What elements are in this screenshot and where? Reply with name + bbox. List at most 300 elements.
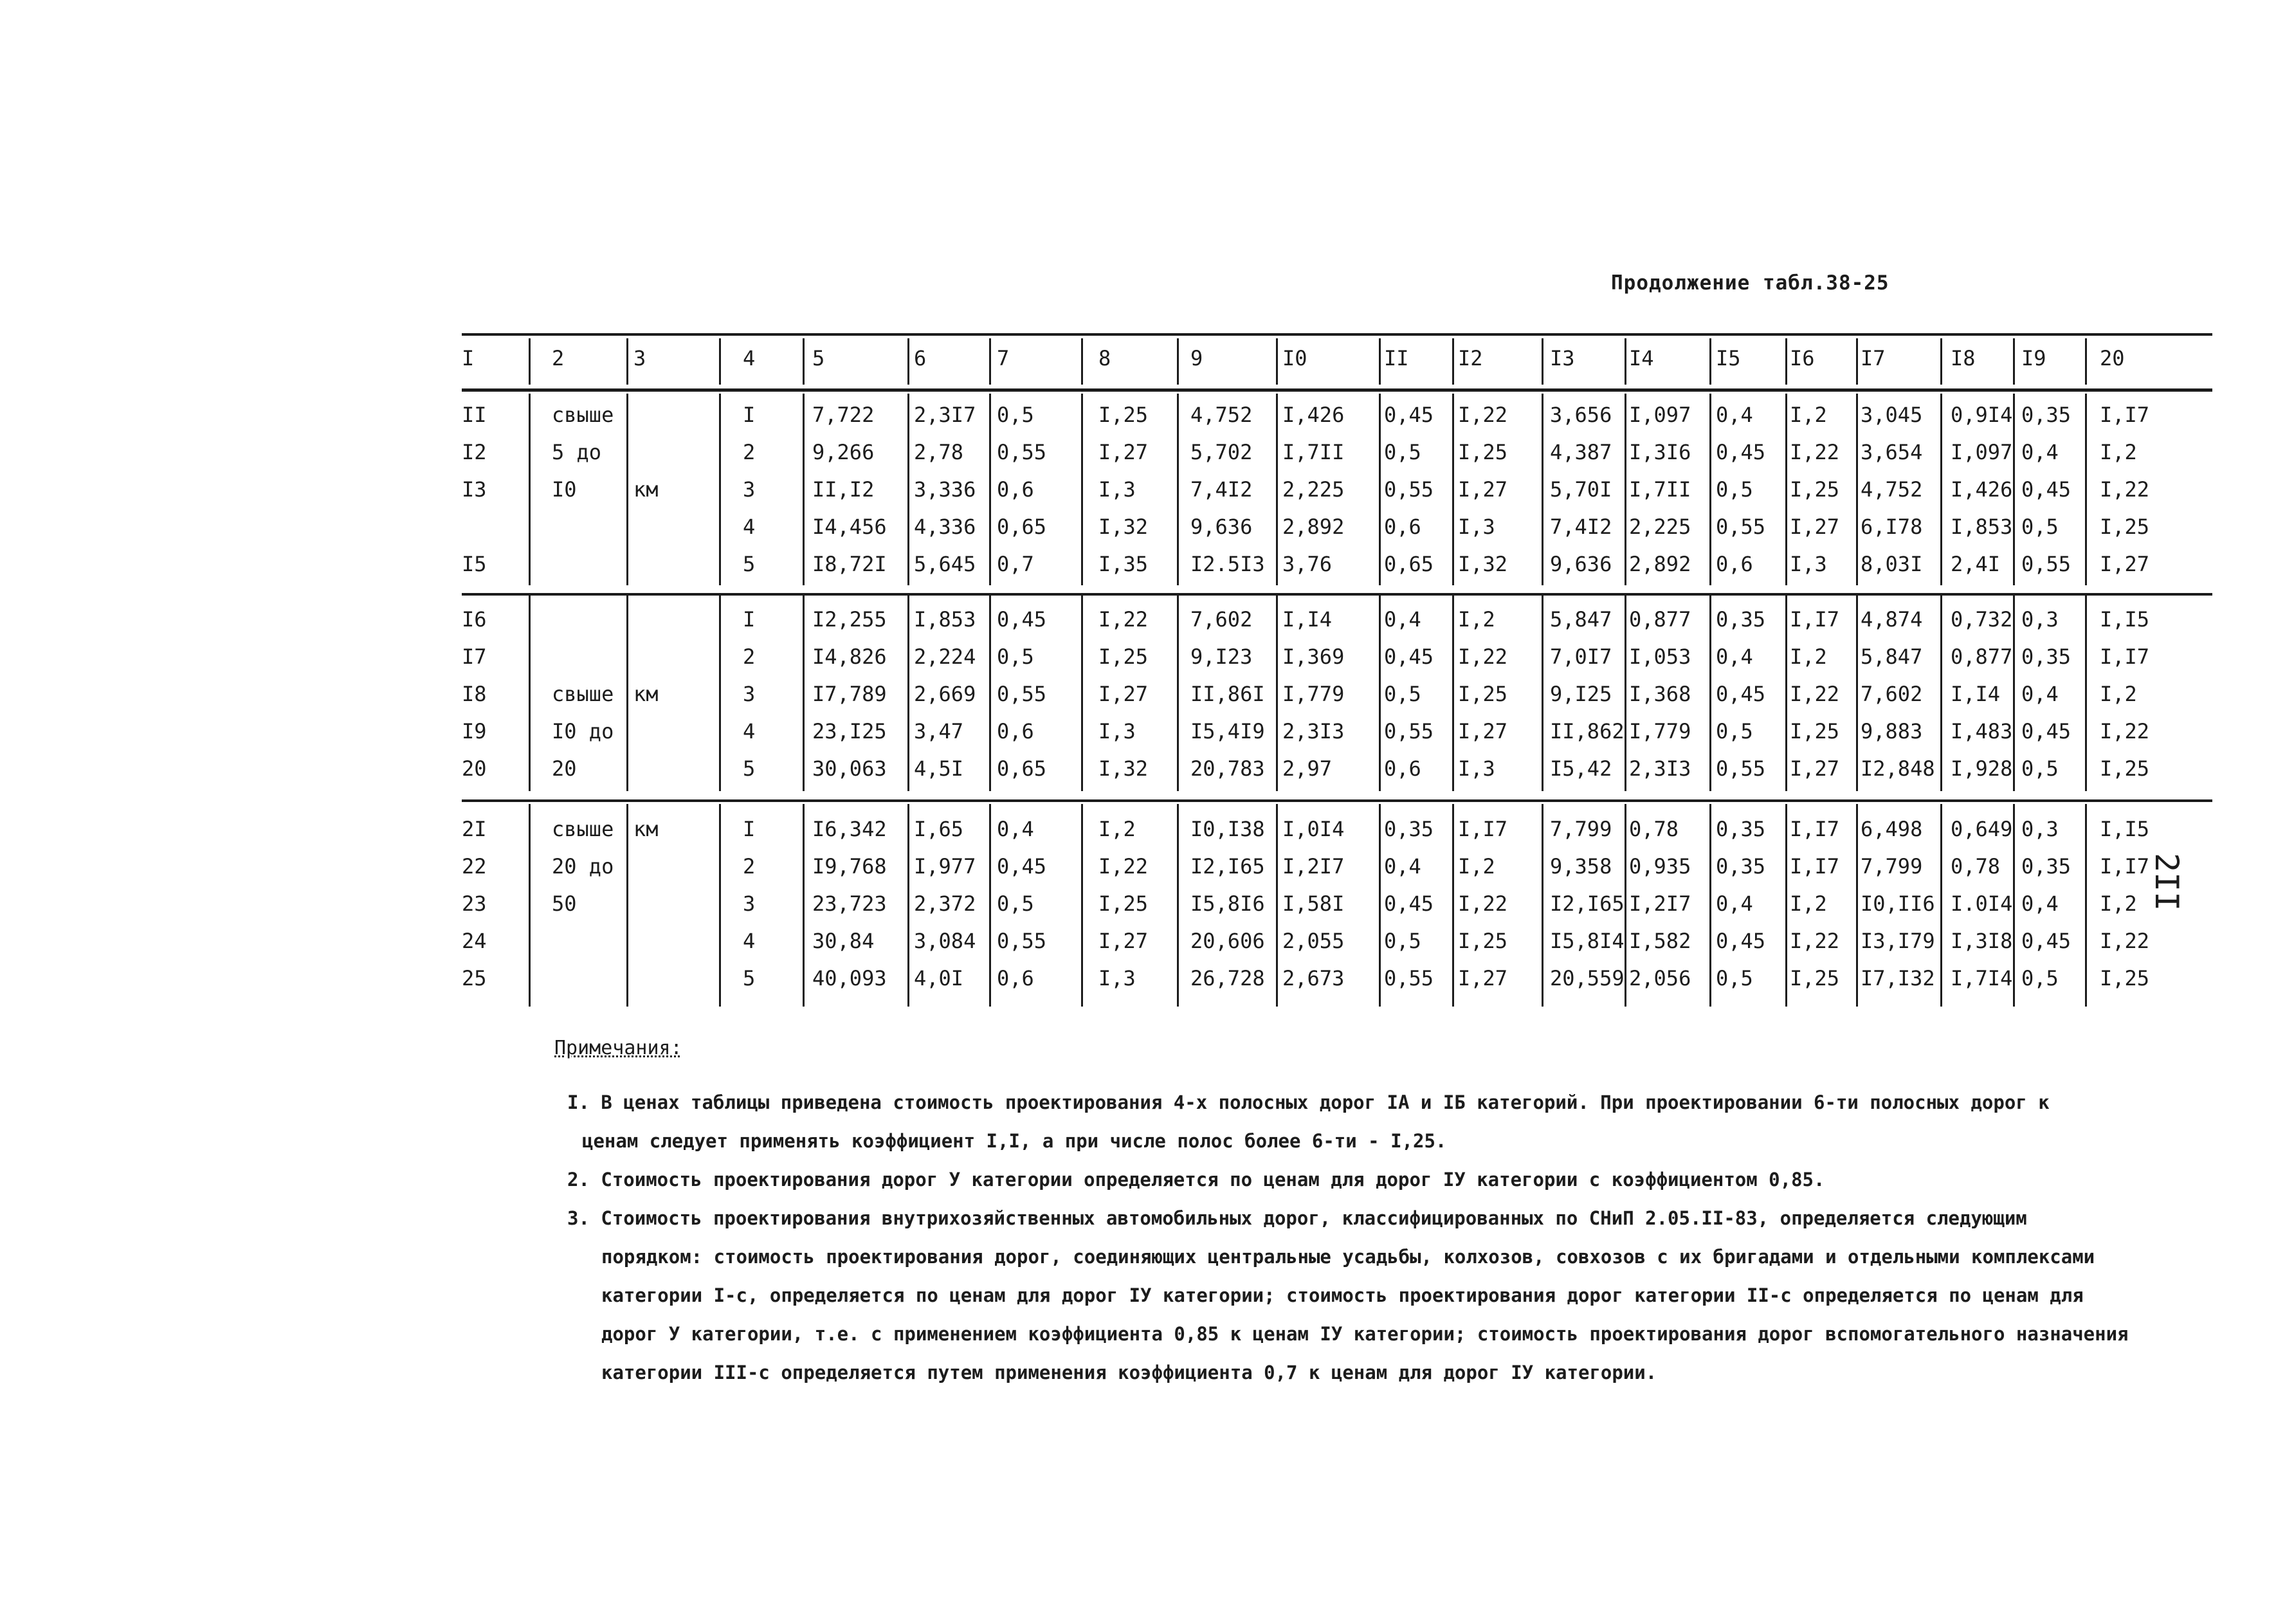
column-separator <box>1081 804 1083 1007</box>
table-cell: 9,636 <box>1190 515 1253 539</box>
table-cell: 7,602 <box>1190 607 1253 632</box>
table-cell: 0,35 <box>2021 854 2071 879</box>
column-header: 9 <box>1190 346 1203 370</box>
table-cell: 22 <box>462 854 487 879</box>
column-separator <box>626 804 628 1007</box>
column-separator <box>1452 338 1454 385</box>
table-cell: 0,45 <box>1716 440 1766 464</box>
column-separator <box>1379 338 1381 385</box>
table-cell: 0,6 <box>997 966 1034 990</box>
column-separator <box>1452 804 1454 1007</box>
table-cell: I,7II <box>1282 440 1345 464</box>
table-cell: 5 <box>743 756 756 781</box>
table-cell: 0,3 <box>2021 817 2059 841</box>
column-separator <box>1625 394 1626 585</box>
column-separator <box>626 338 628 385</box>
table-cell: 0,4 <box>2021 891 2059 916</box>
table-cell: 7,602 <box>1861 682 1923 706</box>
table-cell: 30,063 <box>812 756 887 781</box>
table-cell: I,2I7 <box>1629 891 1691 916</box>
table-cell: 26,728 <box>1190 966 1265 990</box>
table-cell: 7,4I2 <box>1190 477 1253 502</box>
column-separator <box>529 394 531 585</box>
column-separator <box>2085 338 2087 385</box>
table-cell: I9,768 <box>812 854 887 879</box>
table-cell: I,27 <box>1458 477 1508 502</box>
note-line: 3. Стоимость проектирования внутрихозяйственных автомобильных дорог, классифицированных по СНиП 2.05.II-83, определяется следующим <box>567 1207 2027 1229</box>
table-cell: I,I7 <box>1790 607 1840 632</box>
table-cell: 2,055 <box>1282 929 1345 953</box>
column-separator <box>1856 804 1858 1007</box>
column-separator <box>529 804 531 1007</box>
table-cell: 0,45 <box>1384 891 1434 916</box>
table-cell: I0 <box>552 477 577 502</box>
table-cell: I0,I38 <box>1190 817 1265 841</box>
table-cell: I,853 <box>914 607 976 632</box>
table-cell: 0,4 <box>2021 682 2059 706</box>
column-separator <box>719 804 721 1007</box>
table-cell: 0,35 <box>1384 817 1434 841</box>
table-cell: I,2 <box>1458 607 1495 632</box>
column-header: I2 <box>1458 346 1483 370</box>
group-divider-rule <box>462 799 2212 802</box>
table-cell: I6,342 <box>812 817 887 841</box>
table-cell: I,977 <box>914 854 976 879</box>
table-cell: I4,456 <box>812 515 887 539</box>
table-cell: 2,892 <box>1282 515 1345 539</box>
table-cell: 0,4 <box>1716 644 1753 669</box>
group-divider-rule <box>462 593 2212 596</box>
column-separator <box>1625 804 1626 1007</box>
column-separator <box>1276 338 1278 385</box>
column-separator <box>1081 596 1083 791</box>
table-cell: 2,892 <box>1629 552 1691 576</box>
table-cell: I,35 <box>1098 552 1149 576</box>
table-cell: 3,336 <box>914 477 976 502</box>
table-cell: I,27 <box>1790 515 1840 539</box>
column-separator <box>529 338 531 385</box>
table-cell: 9,I23 <box>1190 644 1253 669</box>
table-cell: км <box>633 682 659 706</box>
table-cell: I,22 <box>1458 891 1508 916</box>
column-separator <box>803 596 805 791</box>
table-cell: I5,42 <box>1550 756 1612 781</box>
table-cell: II,86I <box>1190 682 1265 706</box>
table-cell: I,25 <box>1098 891 1149 916</box>
table-cell: 0,35 <box>2021 403 2071 427</box>
column-separator <box>2013 394 2015 585</box>
table-cell: I3 <box>462 477 487 502</box>
table-cell: I,27 <box>1098 929 1149 953</box>
table-cell: 2,97 <box>1282 756 1333 781</box>
table-cell: 0,5 <box>1384 440 1421 464</box>
table-cell: км <box>633 817 659 841</box>
table-cell: 7,0I7 <box>1550 644 1612 669</box>
table-cell: I,I7 <box>2100 403 2150 427</box>
table-cell: 20,606 <box>1190 929 1265 953</box>
table-cell: I,25 <box>1098 403 1149 427</box>
table-cell: I,I7 <box>2100 854 2150 879</box>
column-separator <box>1785 596 1787 791</box>
table-cell: 0,78 <box>1951 854 2001 879</box>
table-cell: 5,645 <box>914 552 976 576</box>
table-cell: I,22 <box>1790 929 1840 953</box>
table-cell: I,779 <box>1282 682 1345 706</box>
table-cell: 0,6 <box>1384 756 1421 781</box>
column-header: I0 <box>1282 346 1307 370</box>
table-cell: I,2I7 <box>1282 854 1345 879</box>
table-cell: I7,I32 <box>1861 966 1935 990</box>
column-header: I6 <box>1790 346 1815 370</box>
table-cell: 0,4 <box>1716 891 1753 916</box>
column-separator <box>1177 338 1179 385</box>
table-cell: 0,5 <box>1716 966 1753 990</box>
table-cell: I,22 <box>1458 403 1508 427</box>
table-cell: I.0I4 <box>1951 891 2013 916</box>
table-cell: 0,877 <box>1951 644 2013 669</box>
table-cell: 23,I25 <box>812 719 887 744</box>
table-cell: 3,656 <box>1550 403 1612 427</box>
table-cell: 0,4 <box>2021 440 2059 464</box>
column-header: 3 <box>633 346 646 370</box>
table-cell: 0,935 <box>1629 854 1691 879</box>
table-cell: 0,65 <box>997 515 1047 539</box>
column-separator <box>803 338 805 385</box>
table-cell: 0,732 <box>1951 607 2013 632</box>
column-header: I8 <box>1951 346 1976 370</box>
table-cell: 5,847 <box>1550 607 1612 632</box>
table-cell: 2 <box>743 854 756 879</box>
table-cell: I,25 <box>1458 929 1508 953</box>
table-cell: I,22 <box>2100 477 2150 502</box>
column-separator <box>1709 338 1711 385</box>
table-cell: I,426 <box>1282 403 1345 427</box>
table-cell: 9,636 <box>1550 552 1612 576</box>
table-cell: 30,84 <box>812 929 875 953</box>
column-separator <box>1785 338 1787 385</box>
table-cell: свыше <box>552 817 614 841</box>
note-line: категории I-с, определяется по ценам для дорог IУ категории; стоимость проектирования дорог категории II-с определяется по ценам для <box>601 1284 2084 1306</box>
table-cell: 2,669 <box>914 682 976 706</box>
table-cell: I2,848 <box>1861 756 1935 781</box>
column-header: I <box>462 346 475 370</box>
table-cell: 4,874 <box>1861 607 1923 632</box>
table-cell: 3 <box>743 477 756 502</box>
table-cell: I,2 <box>2100 440 2137 464</box>
column-separator <box>1785 394 1787 585</box>
table-cell: 0,877 <box>1629 607 1691 632</box>
table-cell: 0,55 <box>997 440 1047 464</box>
column-separator <box>1177 596 1179 791</box>
table-cell: I4,826 <box>812 644 887 669</box>
table-cell: I,25 <box>2100 515 2150 539</box>
table-cell: I,27 <box>1098 440 1149 464</box>
column-separator <box>2013 596 2015 791</box>
column-separator <box>1856 394 1858 585</box>
table-cell: I,I7 <box>1790 854 1840 879</box>
table-cell: 0,55 <box>1384 477 1434 502</box>
table-cell: 4 <box>743 515 756 539</box>
table-cell: I <box>743 403 756 427</box>
table-cell: 20 до <box>552 854 614 879</box>
table-cell: 0,5 <box>2021 756 2059 781</box>
table-cell: 5,702 <box>1190 440 1253 464</box>
table-cell: I,779 <box>1629 719 1691 744</box>
table-cell: I,3 <box>1790 552 1827 576</box>
column-header: I9 <box>2021 346 2046 370</box>
table-cell: I2,I65 <box>1550 891 1625 916</box>
table-cell: 8,03I <box>1861 552 1923 576</box>
column-separator <box>989 596 991 791</box>
table-cell: I,32 <box>1098 515 1149 539</box>
table-cell: 0,35 <box>1716 817 1766 841</box>
column-separator <box>907 596 909 791</box>
table-cell: 4,752 <box>1190 403 1253 427</box>
table-cell: 5,70I <box>1550 477 1612 502</box>
table-cell: I,22 <box>1458 644 1508 669</box>
table-cell: 23,723 <box>812 891 887 916</box>
table-cell: I9 <box>462 719 487 744</box>
note-line: порядком: стоимость проектирования дорог, соединяющих центральные усадьбы, колхозов, совхозов с их бригадами и отдельными комплексами <box>601 1246 2095 1268</box>
table-cell: I5,8I4 <box>1550 929 1625 953</box>
table-cell: I,I5 <box>2100 607 2150 632</box>
table-cell: I <box>743 607 756 632</box>
column-separator <box>1542 394 1543 585</box>
table-caption: Продолжение табл.38-25 <box>1611 271 1889 295</box>
table-cell: 25 <box>462 966 487 990</box>
table-cell: I5,8I6 <box>1190 891 1265 916</box>
note-line: ценам следует применять коэффициент I,I, а при числе полос более 6-ти - I,25. <box>582 1130 1447 1152</box>
table-cell: I8,72I <box>812 552 887 576</box>
column-separator <box>1542 596 1543 791</box>
table-cell: 3,47 <box>914 719 964 744</box>
table-cell: 0,45 <box>2021 929 2071 953</box>
table-cell: I6 <box>462 607 487 632</box>
table-cell: I8 <box>462 682 487 706</box>
table-cell: 0,6 <box>997 477 1034 502</box>
table-cell: 23 <box>462 891 487 916</box>
table-cell: I,483 <box>1951 719 2013 744</box>
column-separator <box>2085 596 2087 791</box>
table-cell: 0,6 <box>1716 552 1753 576</box>
table-cell: I,582 <box>1629 929 1691 953</box>
column-header: I4 <box>1629 346 1654 370</box>
table-cell: 0,4 <box>1384 854 1421 879</box>
table-cell: 2,225 <box>1282 477 1345 502</box>
table-top-rule <box>462 333 2212 336</box>
column-separator <box>1625 338 1626 385</box>
table-cell: I,I7 <box>1458 817 1508 841</box>
column-separator <box>1940 804 1942 1007</box>
column-separator <box>2013 804 2015 1007</box>
column-separator <box>1276 804 1278 1007</box>
table-cell: I7 <box>462 644 487 669</box>
column-separator <box>1379 804 1381 1007</box>
table-cell: I,22 <box>1790 440 1840 464</box>
table-cell: 0,5 <box>997 891 1034 916</box>
table-cell: 3 <box>743 891 756 916</box>
table-cell: 9,883 <box>1861 719 1923 744</box>
table-cell: I2,255 <box>812 607 887 632</box>
table-cell: 2,4I <box>1951 552 2001 576</box>
column-header: 2 <box>552 346 565 370</box>
table-cell: 0,55 <box>997 682 1047 706</box>
column-separator <box>1940 338 1942 385</box>
table-cell: 4 <box>743 719 756 744</box>
column-header: 4 <box>743 346 756 370</box>
table-cell: I,2 <box>1790 891 1827 916</box>
table-cell: 0,5 <box>2021 515 2059 539</box>
column-separator <box>1709 596 1711 791</box>
table-cell: 0,5 <box>1384 682 1421 706</box>
table-cell: 20,783 <box>1190 756 1265 781</box>
table-cell: I,25 <box>2100 966 2150 990</box>
note-line: категории III-с определяется путем применения коэффициента 0,7 к ценам для дорог IУ категории. <box>601 1362 1657 1383</box>
table-cell: I,22 <box>1790 682 1840 706</box>
column-header: 7 <box>997 346 1010 370</box>
table-cell: 0,65 <box>997 756 1047 781</box>
table-cell: 3,654 <box>1861 440 1923 464</box>
table-cell: I,053 <box>1629 644 1691 669</box>
table-cell: I,3 <box>1458 515 1495 539</box>
table-cell: I,I5 <box>2100 817 2150 841</box>
table-cell: 2,056 <box>1629 966 1691 990</box>
table-cell: I,2 <box>1790 403 1827 427</box>
table-cell: 0,4 <box>997 817 1034 841</box>
table-cell: свыше <box>552 403 614 427</box>
table-cell: I,2 <box>1458 854 1495 879</box>
column-separator <box>719 338 721 385</box>
table-cell: 0,5 <box>997 644 1034 669</box>
table-cell: I5 <box>462 552 487 576</box>
table-cell: I,369 <box>1282 644 1345 669</box>
column-separator <box>1177 804 1179 1007</box>
column-separator <box>989 338 991 385</box>
column-separator <box>1940 394 1942 585</box>
table-cell: I,7I4 <box>1951 966 2013 990</box>
table-cell: I5,4I9 <box>1190 719 1265 744</box>
table-cell: 0,6 <box>997 719 1034 744</box>
table-cell: 2,3I7 <box>914 403 976 427</box>
column-separator <box>1542 338 1543 385</box>
table-cell: 7,799 <box>1550 817 1612 841</box>
table-cell: 0,6 <box>1384 515 1421 539</box>
table-cell: 0,78 <box>1629 817 1679 841</box>
column-separator <box>2085 394 2087 585</box>
table-cell: I,25 <box>2100 756 2150 781</box>
table-cell: 24 <box>462 929 487 953</box>
table-cell: 40,093 <box>812 966 887 990</box>
table-cell: I,32 <box>1098 756 1149 781</box>
column-separator <box>626 394 628 585</box>
table-cell: I,25 <box>1458 682 1508 706</box>
table-cell: I,3 <box>1458 756 1495 781</box>
column-separator <box>1452 394 1454 585</box>
table-cell: I2,I65 <box>1190 854 1265 879</box>
column-separator <box>1081 394 1083 585</box>
column-separator <box>1452 596 1454 791</box>
table-cell: I2.5I3 <box>1190 552 1265 576</box>
table-cell: II,I2 <box>812 477 875 502</box>
table-cell: I,22 <box>2100 929 2150 953</box>
table-cell: 4,336 <box>914 515 976 539</box>
table-cell: 0,7 <box>997 552 1034 576</box>
column-header: 8 <box>1098 346 1111 370</box>
table-cell: 2,78 <box>914 440 964 464</box>
table-cell: I,368 <box>1629 682 1691 706</box>
note-line: I. В ценах таблицы приведена стоимость проектирования 4-х полосных дорог IА и IБ категорий. При проектировании 6-ти полосных дорог к <box>567 1091 2050 1113</box>
header-bottom-rule <box>462 388 2212 392</box>
table-cell: 7,799 <box>1861 854 1923 879</box>
table-cell: 9,358 <box>1550 854 1612 879</box>
table-cell: 0,45 <box>997 854 1047 879</box>
column-separator <box>1379 596 1381 791</box>
column-separator <box>1709 394 1711 585</box>
table-cell: II <box>462 403 487 427</box>
table-cell: 2,372 <box>914 891 976 916</box>
column-header: II <box>1384 346 1409 370</box>
table-cell: I,3 <box>1098 966 1136 990</box>
table-cell: I,25 <box>1790 477 1840 502</box>
table-cell: I,25 <box>1458 440 1508 464</box>
table-cell: 0,55 <box>1716 756 1766 781</box>
table-cell: 0,55 <box>997 929 1047 953</box>
table-cell: I2 <box>462 440 487 464</box>
column-separator <box>989 804 991 1007</box>
column-separator <box>1856 338 1858 385</box>
table-cell: I,22 <box>1098 607 1149 632</box>
table-cell: I,2 <box>1098 817 1136 841</box>
table-cell: 0,45 <box>2021 477 2071 502</box>
table-cell: I0 до <box>552 719 614 744</box>
table-cell: I,27 <box>1458 966 1508 990</box>
table-cell: 0,45 <box>1384 403 1434 427</box>
table-cell: 9,266 <box>812 440 875 464</box>
table-cell: I,2 <box>1790 644 1827 669</box>
table-cell: I7,789 <box>812 682 887 706</box>
table-cell: 0,45 <box>2021 719 2071 744</box>
column-header: I3 <box>1550 346 1575 370</box>
table-cell: 0,45 <box>997 607 1047 632</box>
table-cell: 2,3I3 <box>1629 756 1691 781</box>
table-cell: I,22 <box>1098 854 1149 879</box>
table-cell: 3,045 <box>1861 403 1923 427</box>
column-separator <box>1177 394 1179 585</box>
table-cell: 4,0I <box>914 966 964 990</box>
table-cell: I,097 <box>1951 440 2013 464</box>
table-cell: 0,45 <box>1384 644 1434 669</box>
note-line: дорог У категории, т.е. с применением коэффициента 0,85 к ценам IУ категории; стоимость проектирования дорог вспомогательного назначения <box>601 1323 2129 1345</box>
column-separator <box>989 394 991 585</box>
table-cell: 5 <box>743 966 756 990</box>
table-cell: 0,55 <box>2021 552 2071 576</box>
table-cell: 9,I25 <box>1550 682 1612 706</box>
column-separator <box>907 804 909 1007</box>
column-separator <box>529 596 531 791</box>
table-cell: I,426 <box>1951 477 2013 502</box>
table-cell: 0,55 <box>1716 515 1766 539</box>
table-cell: 6,I78 <box>1861 515 1923 539</box>
column-header: I7 <box>1861 346 1886 370</box>
table-cell: 6,498 <box>1861 817 1923 841</box>
table-cell: 4,752 <box>1861 477 1923 502</box>
notes-title: Примечания: <box>554 1037 682 1059</box>
table-cell: 0,5 <box>1384 929 1421 953</box>
column-header: I5 <box>1716 346 1741 370</box>
table-cell: II,862 <box>1550 719 1625 744</box>
column-separator <box>1709 804 1711 1007</box>
table-cell: I,3 <box>1098 477 1136 502</box>
